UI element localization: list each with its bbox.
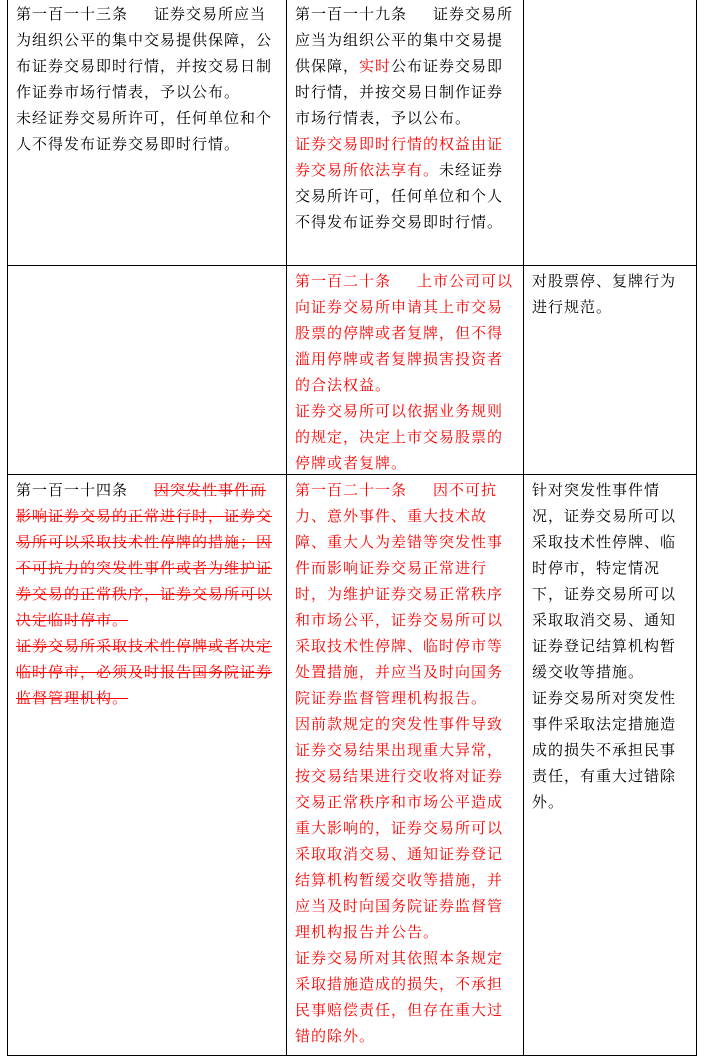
- old-clause-number: 第一百一十四条: [16, 481, 129, 499]
- new-clause-paragraph: [295, 131, 517, 235]
- table-row: [7, 0, 697, 266]
- new-clause-text: 证券交易所应当为组织公平的集中交易提供保障，: [295, 5, 514, 75]
- table-row: [7, 266, 697, 475]
- new-clause-paragraph: [295, 268, 517, 398]
- new-clause-number: 第一百一十九条: [295, 5, 408, 23]
- new-clause-cell: [286, 266, 523, 474]
- old-clause-text: 证券交易所应当为组织公平的集中交易提供保障，公布证券交易即时行情，并按交易日制作证券市场行情表，予以公布。: [16, 5, 273, 101]
- table-row: [7, 475, 697, 1056]
- new-clause-paragraph: [295, 477, 517, 711]
- added-text: 因不可抗力、意外事件、重大技术故障、重大人为差错等突发性事件而影响证券交易正常进行时，为维护证券交易正常秩序和市场公平，证券交易所可以采取技术性停牌、临时停市等处置措施，并应当及时向国务院证券监督管理机构报告。: [295, 481, 504, 707]
- old-clause-cell: [7, 0, 286, 265]
- new-clause-text: 公布证券交易即时行情，并按交易日制作证券市场行情表，予以公布。: [295, 57, 504, 127]
- added-text: 实时: [359, 57, 392, 75]
- note-paragraph: 证券交易所对突发性事件采取法定措施造成的损失不承担民事责任，有重大过错除外。: [532, 689, 677, 811]
- deleted-text: 因突发性事件而影响证券交易的正常进行时，证券交易所可以采取技术性停牌的措施；因不可抗力的突发性事件或者为维护证券交易的正常秩序，证券交易所可以决定临时停市。: [16, 481, 273, 629]
- new-clause-number: 第一百二十条: [295, 272, 392, 290]
- new-clause-paragraph: 因前款规定的突发性事件导致证券交易结果出现重大异常，按交易结果进行交收将对证券交易正常秩序和市场公平造成重大影响的，证券交易所可以采取取消交易、通知证券登记结算机构暂缓交收等措施，并应当及时向国务院证券监督管理机构报告并公告。: [295, 715, 504, 941]
- new-clause-text: 未经证券交易所许可，任何单位和个人不得发布证券交易即时行情。: [295, 161, 504, 231]
- old-clause-number: 第一百一十三条: [16, 5, 129, 23]
- note-paragraph: 针对突发性事件情况，证券交易所可以采取技术性停牌、临时停市，特定情况下，证券交易所可以采取取消交易、通知证券登记结算机构暂缓交收等措施。: [532, 481, 677, 681]
- added-text: 上市公司可以向证券交易所申请其上市交易股票的停牌或者复牌，但不得滥用停牌或者复牌损害投资者的合法权益。: [295, 272, 514, 394]
- new-clause-paragraph: [295, 1, 517, 131]
- deleted-text: 证券交易所采取技术性停牌或者决定临时停市，必须及时报告国务院证券监督管理机构。: [16, 637, 273, 707]
- note-cell: [523, 475, 697, 1055]
- added-text: 证券交易即时行情的权益由证券交易所依法享有。: [295, 135, 504, 179]
- old-clause-paragraph: [16, 477, 280, 633]
- new-clause-paragraph: 证券交易所可以依据业务规则的规定，决定上市交易股票的停牌或者复牌。: [295, 402, 504, 472]
- comparison-table: [7, 0, 697, 1056]
- new-clause-number: 第一百二十一条: [295, 481, 408, 499]
- new-clause-cell: [286, 0, 523, 265]
- note-cell: 对股票停、复牌行为进行规范。: [523, 266, 697, 474]
- old-clause-cell: [7, 266, 286, 474]
- old-clause-paragraph: 未经证券交易所许可，任何单位和个人不得发布证券交易即时行情。: [16, 109, 273, 153]
- old-clause-paragraph: [16, 1, 280, 105]
- new-clause-cell: [286, 475, 523, 1055]
- note-cell: [523, 0, 697, 265]
- old-clause-cell: [7, 475, 286, 1055]
- new-clause-paragraph: 证券交易所对其依照本条规定采取措施造成的损失，不承担民事赔偿责任，但存在重大过错的除外。: [295, 949, 504, 1045]
